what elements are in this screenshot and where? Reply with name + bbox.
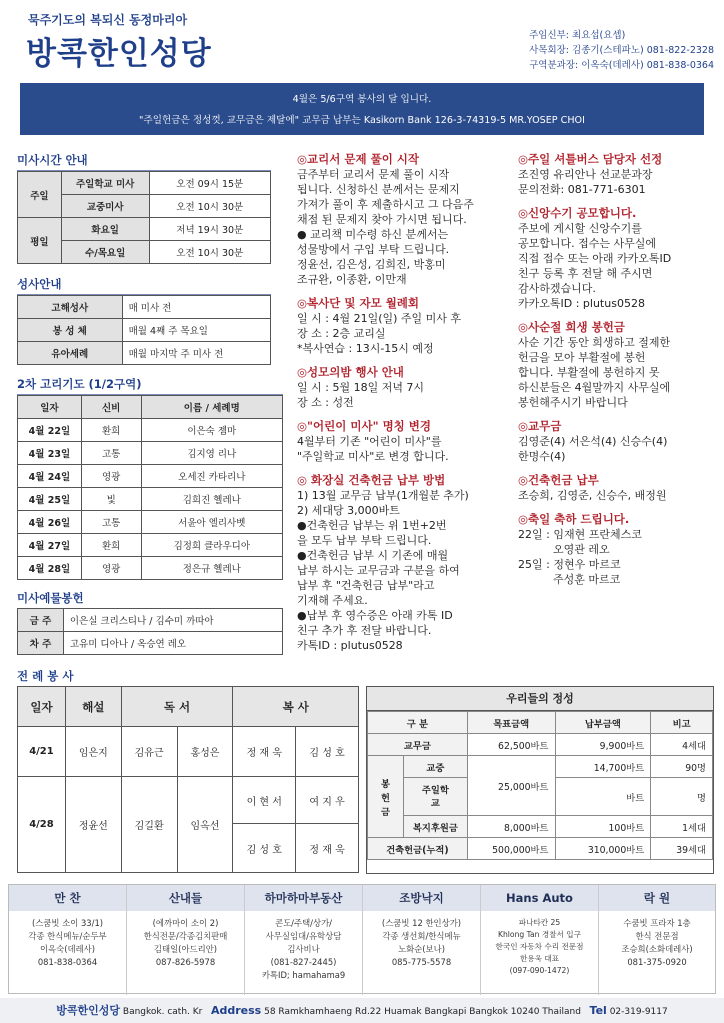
ad-line: 한식 전문점	[635, 931, 679, 941]
announcement-line: 하신분들은 4월말까지 사무실에	[518, 381, 671, 394]
table-row	[18, 442, 283, 465]
district-info: 구역분과장: 이옥숙(데레사) 081-838-0364	[529, 60, 714, 71]
announcement-line: ●건축헌금 납부 시 기존에 매월	[297, 549, 449, 562]
announcement-line: 직접 접수 또는 아래 카카오톡ID	[518, 252, 672, 265]
prayer-mystery: 빛	[81, 488, 141, 511]
prayer-date: 4월 24일	[18, 465, 82, 488]
ad-line: 김태일(아드리안)	[153, 944, 218, 954]
prayer-date: 4월 28일	[18, 557, 82, 580]
table-row	[18, 296, 271, 319]
finance-title: 우리들의 정성	[367, 687, 713, 711]
announcements-left	[297, 152, 509, 662]
ad-body	[481, 911, 598, 977]
announcement-title: ◎복사단 및 자모 월례회	[297, 296, 420, 310]
notice-line-2: "주일헌금은 정성껏, 교무금은 제달에" 교무금 납부는 Kasikorn Bank 126-3-74319-5 MR.YOSEP CHOI	[139, 115, 585, 126]
announcement-line: 조진영 유리안나 선교분과장	[518, 168, 653, 181]
prayer-mystery: 환희	[81, 534, 141, 557]
announcement-line: "주일학교 미사"로 변경 합니다.	[297, 450, 449, 463]
footer-tel: 02-319-9117	[609, 1007, 668, 1017]
ad-line: 이옥숙(데레사)	[39, 944, 96, 954]
announcement-line: 정윤선, 김은성, 김희진, 박홍미	[297, 258, 446, 271]
sacrament-name: 유아세례	[18, 342, 123, 365]
announcement-line: 금주부터 교리서 문제 풀이 시작	[297, 168, 450, 181]
ad-line: 수쿰빗 프라자 1층	[623, 918, 691, 928]
sacrament-table	[17, 295, 271, 365]
announcement-line: 카톡ID : plutus0528	[297, 639, 403, 652]
liturgy-title: 전 례 봉 사	[17, 669, 74, 683]
prayer-date: 4월 27일	[18, 534, 82, 557]
announcement-line: 22일 : 임재현 프란체스코	[518, 528, 642, 541]
announcement-title: ◎ 화장실 건축헌금 납부 방법	[297, 473, 446, 487]
sacrament-value: 매월 4째 주 목요일	[122, 319, 270, 342]
ad-line: 087-826-5978	[155, 957, 216, 967]
col-header: 일자	[18, 687, 66, 727]
footer-name-en: Bangkok. cath. Kr	[122, 1007, 203, 1017]
prayer-person: 이은숙 젬마	[141, 419, 282, 442]
sacrament-value: 매 미사 전	[122, 296, 270, 319]
ad-line: 콘도/주택/상가/	[274, 918, 332, 928]
finance-note: 1세대	[651, 816, 713, 838]
table-row	[18, 727, 359, 777]
mass-group: 주일	[18, 172, 62, 218]
announcement-title: ◎사순절 희생 봉헌금	[518, 320, 625, 334]
header	[0, 0, 724, 80]
prayer-mystery: 고통	[81, 511, 141, 534]
mass-name: 화요일	[61, 218, 149, 241]
ad-name: Hans Auto	[481, 885, 598, 911]
announcement-line: 조규완, 이종환, 이만재	[297, 273, 407, 286]
ad-body	[599, 911, 715, 969]
table-row	[18, 488, 283, 511]
sacrament-value: 매월 마지막 주 미사 전	[122, 342, 270, 365]
announcement-line: 봉헌해주시기 바랍니다	[518, 396, 628, 409]
finance-note: 4세대	[651, 734, 713, 756]
sacrament-name: 고해성사	[18, 296, 123, 319]
ad-line: 김사비나	[287, 944, 320, 954]
prayer-title: 2차 고리기도 (1/2구역)	[17, 376, 283, 395]
col-header: 일자	[18, 396, 82, 419]
finance-label: 주일학교	[403, 778, 467, 816]
ad-body	[9, 911, 126, 969]
table-row	[18, 511, 283, 534]
announcement-line: ●건축헌금 납부는 위 1번+2번	[297, 519, 447, 532]
prayer-date: 4월 26일	[18, 511, 82, 534]
announcement-line: 납부 하시는 교무금과 구분을 하여	[297, 564, 460, 577]
announcement-title: ◎성모의밤 행사 안내	[297, 365, 404, 379]
notice-line-1: 4월은 5/6구역 봉사의 달 입니다.	[292, 94, 432, 105]
announcement-line: 문의전화: 081-771-6301	[518, 183, 646, 196]
finance-paid: 바트	[555, 778, 651, 816]
prayer-mystery: 환희	[81, 419, 141, 442]
ad-hans-auto	[481, 885, 599, 995]
ad-sannaedeul	[127, 885, 245, 995]
offering-week: 차 주	[18, 632, 64, 655]
liturgy-reader: 김길환	[121, 777, 177, 873]
ad-line: (스쿰빗 12 한인상가)	[381, 918, 462, 928]
liturgy-reader: 김유근	[121, 727, 177, 777]
announcement-line: 채점 된 문제지 찾아 가시면 됩니다.	[297, 213, 467, 226]
col-header: 복 사	[233, 687, 359, 727]
finance-paid: 100바트	[555, 816, 651, 838]
finance-paid: 310,000바트	[555, 838, 651, 860]
col-header: 신비	[81, 396, 141, 419]
announcement-line: 사순 기간 동안 희생하고 절제한	[518, 336, 671, 349]
ad-line: 각종 생선회/한식메뉴	[382, 931, 461, 941]
announcement-line: 주성훈 마르코	[518, 573, 621, 586]
table-row	[368, 838, 713, 860]
ad-line: 각종 한식메뉴/순두부	[28, 931, 107, 941]
ad-name: 락 원	[599, 885, 715, 911]
prayer-mystery: 영광	[81, 465, 141, 488]
prayer-table	[17, 395, 283, 580]
prayer-person: 서윤아 엘리사벳	[141, 511, 282, 534]
ad-jobang	[363, 885, 481, 995]
announcement-line: 가져가 풀이 후 제출하시고 그 다음주	[297, 198, 474, 211]
announcement-line: ● 교리책 미수령 하신 분께서는	[297, 228, 449, 241]
announcement-line: 25일 : 정현우 마르코	[518, 558, 621, 571]
prayer-date: 4월 23일	[18, 442, 82, 465]
table-row	[18, 632, 283, 655]
liturgy-server: 정 재 욱	[233, 727, 296, 777]
col-header: 구 분	[368, 712, 468, 734]
liturgy-server: 여 지 우	[296, 777, 359, 824]
announcement-line: 4월부터 기존 "어린이 미사"를	[297, 435, 442, 448]
announcement-shuttle	[518, 152, 714, 197]
ad-line: 조승희(소화데레사)	[621, 944, 693, 954]
announcement-line: ●납부 후 영수증은 아래 카톡 ID	[297, 609, 453, 622]
mass-time: 오전 10시 30분	[149, 241, 271, 264]
announcement-line: 오영관 레오	[518, 543, 610, 556]
announcement-line: 친구 등록 후 전달 해 주시면	[518, 267, 653, 280]
table-row	[368, 816, 713, 838]
council-info: 사목회장: 김종기(스테파노) 081-822-2328	[529, 45, 714, 56]
sacrament-name: 봉 성 체	[18, 319, 123, 342]
prayer-person: 김지영 리나	[141, 442, 282, 465]
announcement-line: 기재해 주세요.	[297, 594, 368, 607]
mass-name: 주일학교 미사	[61, 172, 149, 195]
liturgy-date: 4/21	[18, 727, 66, 777]
parish-title: 방콕한인성당	[26, 36, 212, 72]
mass-time: 저녁 19시 30분	[149, 218, 271, 241]
col-header: 해설	[65, 687, 121, 727]
prayer-person: 정은규 헬레나	[141, 557, 282, 580]
staff-info	[529, 28, 714, 73]
ad-manchan	[9, 885, 127, 995]
finance-note: 39세대	[651, 838, 713, 860]
ad-line: (에까마이 소이 2)	[152, 918, 219, 928]
ad-line: 한용욱 대표	[519, 954, 560, 963]
finance-target: 500,000바트	[467, 838, 555, 860]
announcement-feast-days	[518, 512, 714, 587]
announcement-title: ◎주일 셔틀버스 담당자 선정	[518, 152, 663, 166]
announcement-line: 감사하겠습니다.	[518, 282, 596, 295]
table-row	[18, 172, 271, 195]
footer-tel-label: Tel	[589, 1004, 607, 1017]
footer-name: 방콕한인성당	[56, 1004, 121, 1017]
table-row	[18, 777, 359, 824]
mass-group: 평일	[18, 218, 62, 264]
liturgy-commentator: 임은지	[65, 727, 121, 777]
announcement-testimony	[518, 206, 714, 311]
ad-hamahama	[245, 885, 363, 995]
announcement-title: ◎교무금	[518, 419, 562, 433]
footer	[0, 998, 724, 1023]
finance-table	[367, 711, 713, 860]
offering-names: 고유미 디아나 / 옥승연 레오	[63, 632, 282, 655]
table-row	[18, 609, 283, 632]
finance-box	[366, 686, 714, 874]
announcement-line: 1) 13월 교무금 납부(1개월분 추가)	[297, 489, 469, 502]
table-row	[18, 557, 283, 580]
announcement-line: 공모합니다. 접수는 사무실에	[518, 237, 657, 250]
ad-line: 파나타칸 25	[518, 918, 561, 927]
announcement-line: 2) 세대당 3,000바트	[297, 504, 400, 517]
announcement-title: ◎"어린이 미사" 명칭 변경	[297, 419, 432, 433]
announcement-line: 일 시 : 4월 21일(일) 주일 미사 후	[297, 312, 462, 325]
announcement-title: ◎건축헌금 납부	[518, 473, 599, 487]
announcement-line: 주보에 게시할 신앙수기를	[518, 222, 642, 235]
sacrament-title: 성사안내	[17, 276, 271, 295]
ad-body	[127, 911, 244, 969]
announcement-line: 헌금을 모아 부활절에 봉헌	[518, 351, 646, 364]
announcement-lent-offering	[518, 320, 714, 410]
mass-times-table	[17, 171, 271, 264]
liturgy-table	[17, 686, 359, 873]
ad-line: (스쿰빗 소이 33/1)	[31, 918, 104, 928]
ad-line: 카톡ID; hamahama9	[261, 970, 346, 980]
prayer-person: 오세진 카타리나	[141, 465, 282, 488]
offering-table	[17, 608, 283, 655]
table-row	[18, 419, 283, 442]
table-row	[368, 756, 713, 778]
ad-line: 사무실임대/유학상담	[265, 931, 342, 941]
liturgy-commentator: 정윤선	[65, 777, 121, 873]
finance-label: 교중	[403, 756, 467, 778]
finance-note: 명	[651, 778, 713, 816]
ad-line: 한국인 자동차 수리 전문점	[495, 942, 584, 951]
offering-title: 미사예물봉헌	[17, 590, 283, 609]
liturgy-reader: 홍성은	[177, 727, 233, 777]
announcement-title: ◎신앙수기 공모합니다.	[518, 206, 637, 220]
ad-name: 조방낙지	[363, 885, 480, 911]
announcement-line: 조승희, 김영준, 신승수, 배정원	[518, 489, 667, 502]
liturgy-server: 정 재 욱	[296, 824, 359, 873]
finance-target: 8,000바트	[467, 816, 555, 838]
table-row	[18, 218, 271, 241]
finance-paid: 14,700바트	[555, 756, 651, 778]
ad-line: 한식전문/각종김치판매	[143, 931, 228, 941]
announcement-line: *복사연습 : 13시-15시 예정	[297, 342, 434, 355]
notice-banner	[20, 83, 704, 135]
announcement-line: 성물방에서 구입 부탁 드립니다.	[297, 243, 450, 256]
pastor-info: 주임신부: 최요섭(요셉)	[529, 30, 626, 41]
table-row	[18, 465, 283, 488]
announcement-line: 장 소 : 성전	[297, 396, 354, 409]
ad-line: 노화순(보나)	[398, 944, 445, 954]
prayer-date: 4월 25일	[18, 488, 82, 511]
announcement-line: 카카오톡ID : plutus0528	[518, 297, 645, 310]
announcement-building-fund	[297, 473, 509, 653]
ad-rakwon	[599, 885, 715, 995]
ad-line: Khlong Tan 경찰서 입구	[498, 930, 581, 939]
col-header: 목표금액	[467, 712, 555, 734]
table-header	[18, 396, 283, 419]
col-header: 이름 / 세례명	[141, 396, 282, 419]
finance-label: 건축헌금(누적)	[368, 838, 468, 860]
table-row	[18, 342, 271, 365]
ad-name: 하마하마부동산	[245, 885, 362, 911]
liturgy-server: 김 성 호	[296, 727, 359, 777]
finance-target: 62,500바트	[467, 734, 555, 756]
mass-times-title: 미사시간 안내	[17, 152, 271, 171]
announcement-line: 김영준(4) 서은석(4) 신승수(4)	[518, 435, 668, 448]
col-header: 독 서	[121, 687, 233, 727]
prayer-person: 김정희 클라우디아	[141, 534, 282, 557]
announcement-title: ◎교리서 문제 풀이 시작	[297, 152, 420, 166]
announcements-right	[518, 152, 714, 596]
prayer-mystery: 영광	[81, 557, 141, 580]
announcement-line: 합니다. 부활절에 봉헌하지 못	[518, 366, 660, 379]
announcement-altar-servers	[297, 296, 509, 356]
announcement-marian-night	[297, 365, 509, 410]
announcement-line: 납부 후 "건축헌금 납부"라고	[297, 579, 435, 592]
col-header: 비고	[651, 712, 713, 734]
liturgy-reader: 임옥선	[177, 777, 233, 873]
ad-line: (097-090-1472)	[509, 966, 570, 975]
mass-time: 오전 09시 15분	[149, 172, 271, 195]
finance-target: 25,000바트	[467, 756, 555, 816]
table-row	[368, 734, 713, 756]
liturgy-server: 이 현 서	[233, 777, 296, 824]
finance-group-label: 봉헌금	[368, 756, 404, 838]
table-header	[18, 687, 359, 727]
announcement-line: 친구 추가 후 전달 바랍니다.	[297, 624, 432, 637]
mass-time: 오전 10시 30분	[149, 195, 271, 218]
mass-name: 수/목요일	[61, 241, 149, 264]
announcement-line: 됩니다. 신청하신 분께서는 문제지	[297, 183, 460, 196]
ad-body	[363, 911, 480, 969]
finance-label: 복지후원금	[403, 816, 467, 838]
prayer-date: 4월 22일	[18, 419, 82, 442]
liturgy-server: 김 성 호	[233, 824, 296, 873]
ad-line: 081-838-0364	[37, 957, 98, 967]
ad-line: (081-827-2445)	[270, 957, 337, 967]
ad-body	[245, 911, 362, 982]
finance-label: 교무금	[368, 734, 468, 756]
finance-paid: 9,900바트	[555, 734, 651, 756]
announcement-catechism	[297, 152, 509, 287]
announcement-line: 장 소 : 2층 교리실	[297, 327, 386, 340]
announcement-building-paid	[518, 473, 714, 503]
announcement-line: 을 모두 납부 부탁 드립니다.	[297, 534, 432, 547]
announcement-title: ◎축일 축하 드립니다.	[518, 512, 630, 526]
col-header: 납부금액	[555, 712, 651, 734]
sponsor-ads	[8, 884, 716, 994]
announcement-line: 일 시 : 5월 18일 저녁 7시	[297, 381, 425, 394]
footer-address-label: Address	[210, 1004, 262, 1017]
parish-subtitle: 묵주기도의 복되신 동정마리아	[28, 13, 188, 27]
finance-note: 90명	[651, 756, 713, 778]
prayer-person: 김희진 헬레나	[141, 488, 282, 511]
offering-names: 이은실 크리스티나 / 김수미 까따아	[63, 609, 282, 632]
announcement-line: 한명수(4)	[518, 450, 566, 463]
table-header	[368, 712, 713, 734]
mass-name: 교중미사	[61, 195, 149, 218]
footer-address: 58 Ramkhamhaeng Rd.22 Huamak Bangkapi Bangkok 10240 Thailand	[264, 1007, 581, 1017]
announcement-dues	[518, 419, 714, 464]
ad-line: 085-775-5578	[391, 957, 452, 967]
ad-line: 081-375-0920	[627, 957, 687, 967]
table-row	[18, 319, 271, 342]
prayer-mystery: 고통	[81, 442, 141, 465]
announcement-rename	[297, 419, 509, 464]
liturgy-date: 4/28	[18, 777, 66, 873]
ad-name: 산내들	[127, 885, 244, 911]
table-row	[18, 534, 283, 557]
offering-week: 금 주	[18, 609, 64, 632]
ad-name: 만 찬	[9, 885, 126, 911]
